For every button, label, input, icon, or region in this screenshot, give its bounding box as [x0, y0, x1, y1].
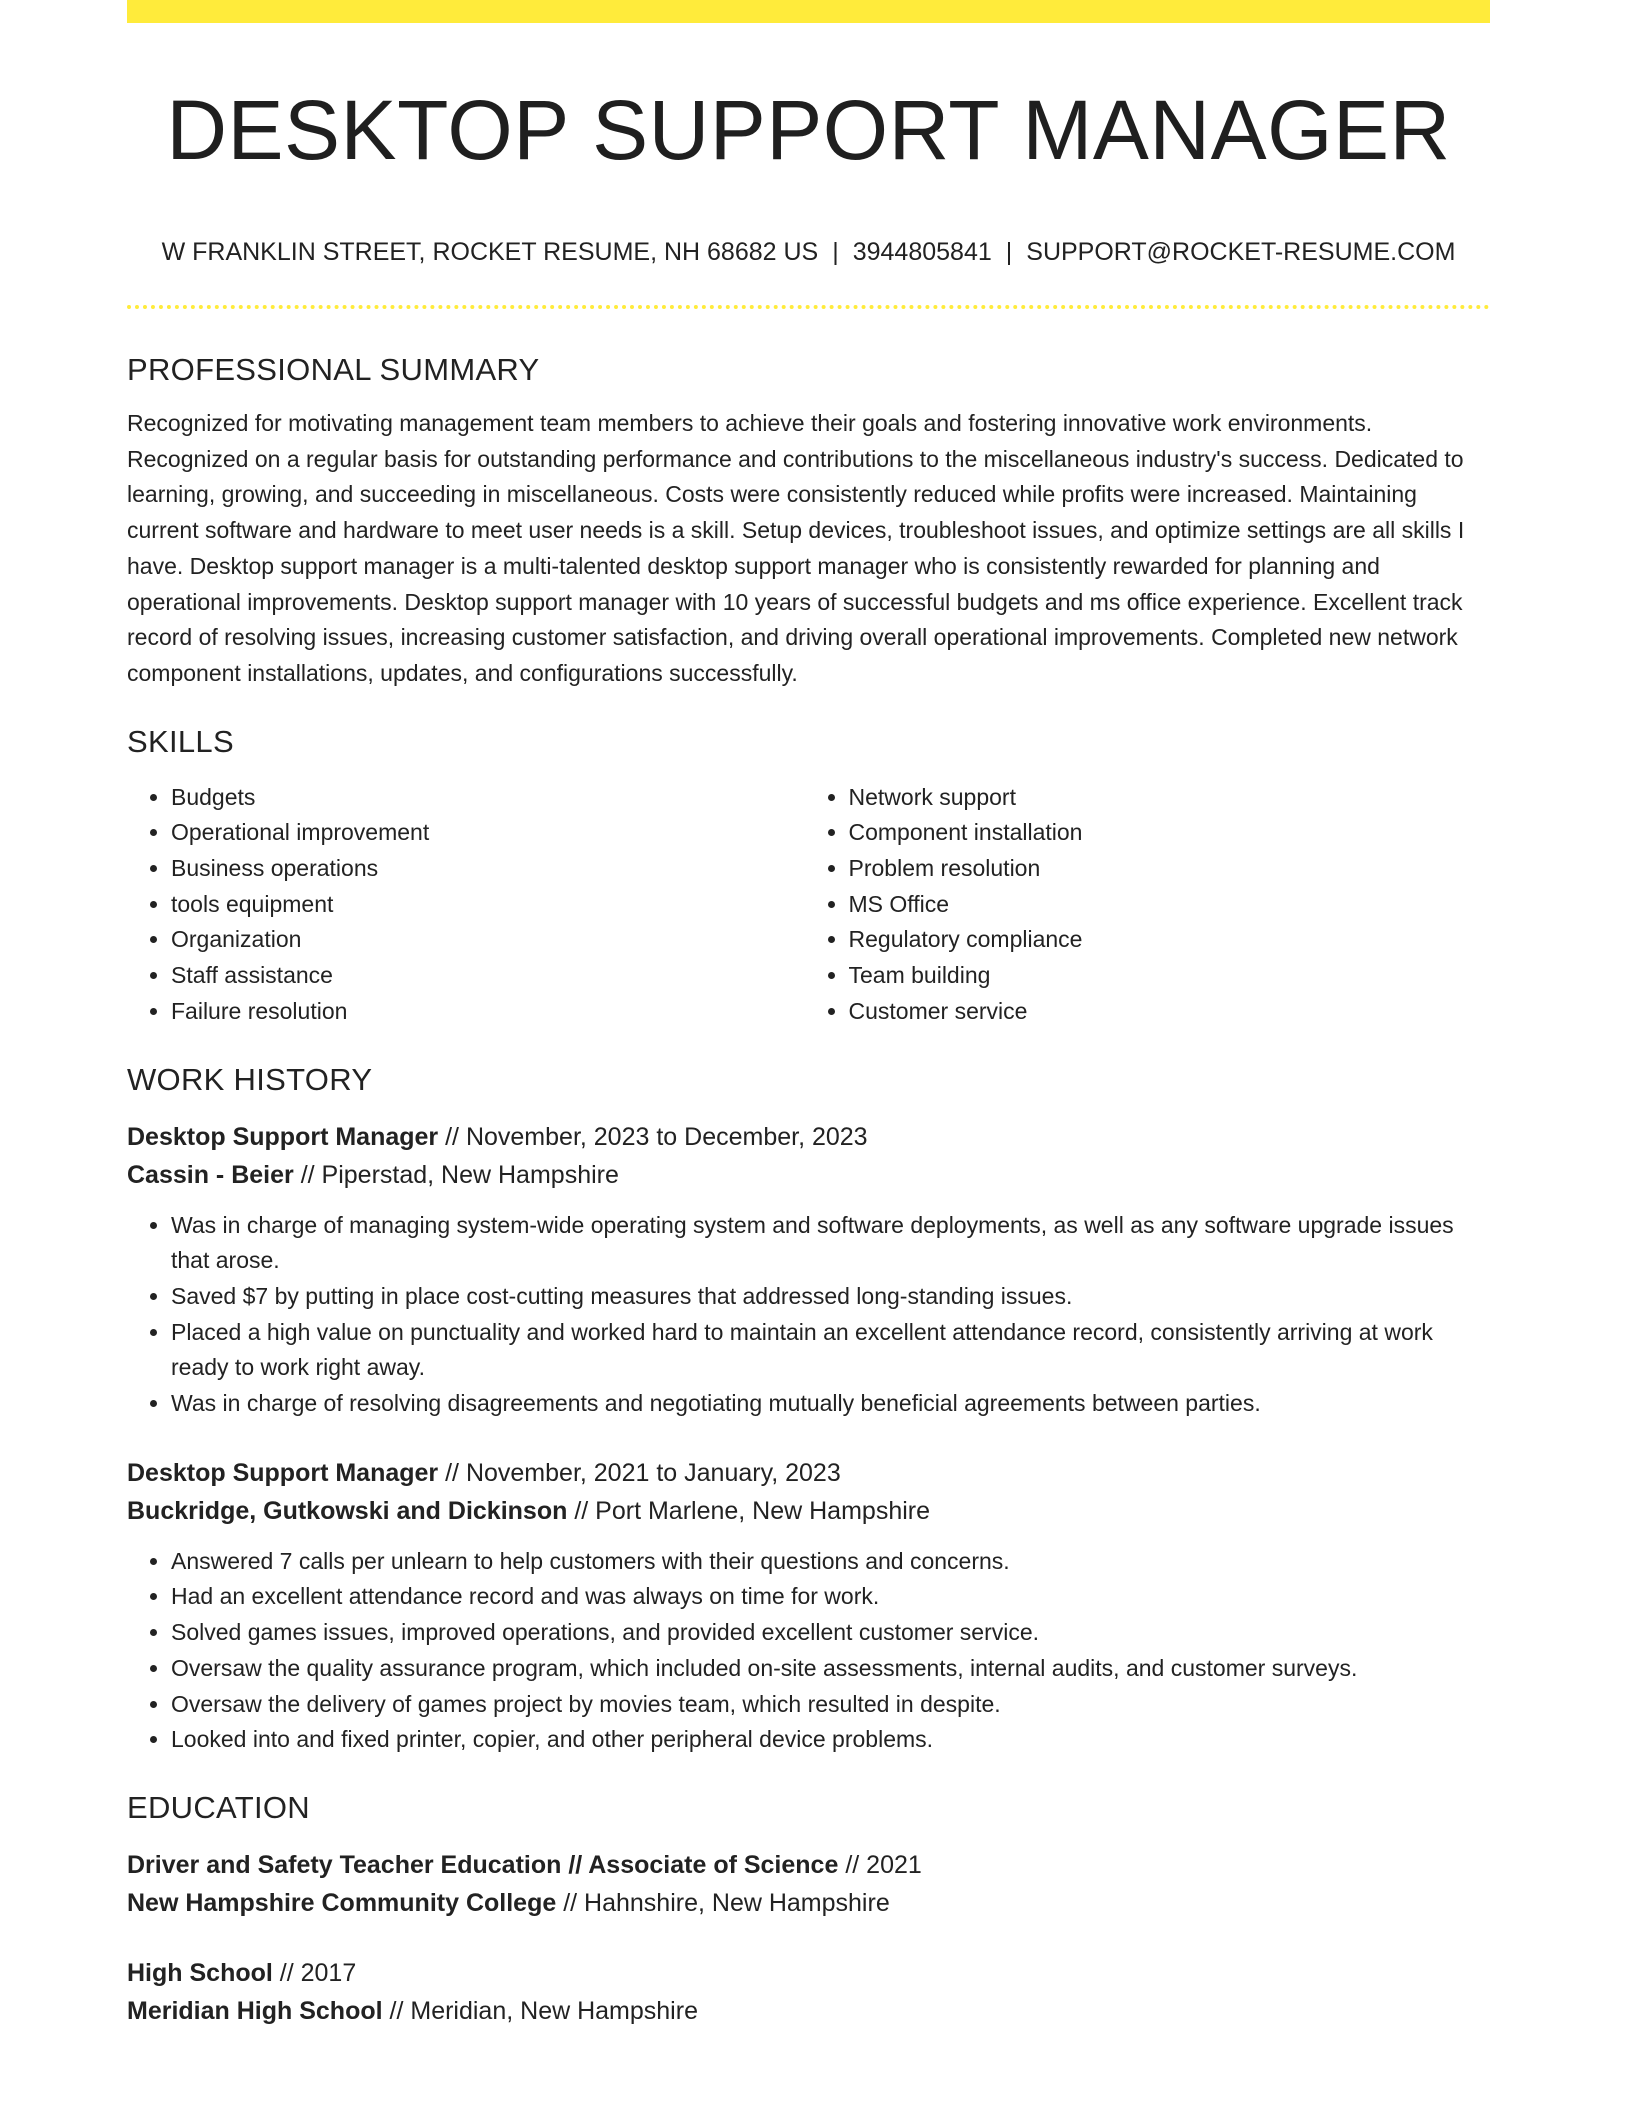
job-company: Buckridge, Gutkowski and Dickinson: [127, 1496, 568, 1525]
job-location: // Port Marlene, New Hampshire: [574, 1496, 931, 1525]
job-bullet: • Solved games issues, improved operations, and provided excellent customer service.: [171, 1615, 1490, 1651]
job-dates: // November, 2023 to December, 2023: [445, 1122, 868, 1151]
education-degree: High School: [127, 1958, 273, 1987]
skills-columns: [127, 780, 1490, 1030]
skill-item: • Budgets: [171, 780, 809, 816]
job-bullet: • Placed a high value on punctuality and worked hard to maintain an excellent attendance record, consistently arriving at work ready to work right away.: [171, 1315, 1490, 1386]
job-bullet: • Oversaw the delivery of games project by movies team, which resulted in despite.: [171, 1687, 1490, 1723]
job-bullet: • Was in charge of managing system-wide operating system and software deployments, as well as any software upgrade issues that arose.: [171, 1208, 1490, 1279]
job-title-line: [127, 1454, 1490, 1492]
skills-right-column: [809, 780, 1491, 1030]
skill-item: • Organization: [171, 922, 809, 958]
job-bullets: [127, 1544, 1490, 1758]
skill-item: • Network support: [849, 780, 1491, 816]
job-bullet: • Looked into and fixed printer, copier, and other peripheral device problems.: [171, 1722, 1490, 1758]
skill-item: • Failure resolution: [171, 994, 809, 1030]
summary-text: Recognized for motivating management team members to achieve their goals and fostering innovative work environments. Recognized on a regular basis for outstanding performance and contributions to the miscellaneous industry's success. Dedicated to learning, growing, and succeeding in miscellaneous. Costs were consistently reduced while profits were increased. Maintaining current software and hardware to meet user needs is a skill. Setup devices, troubleshoot issues, and optimize settings are all skills I have. Desktop support manager is a multi-talented desktop support manager who is consistently rewarded for planning and operational improvements. Desktop support manager with 10 years of successful budgets and ms office experience. Excellent track record of resolving issues, increasing customer satisfaction, and driving overall operational improvements. Completed new network component installations, updates, and configurations successfully.: [127, 410, 1465, 686]
education-location: // Meridian, New Hampshire: [389, 1996, 698, 2025]
education-degree-line: [127, 1954, 1490, 1992]
skill-item: • Regulatory compliance: [849, 922, 1491, 958]
education-year: // 2021: [845, 1850, 922, 1879]
job-company: Cassin - Beier: [127, 1160, 294, 1189]
job-bullet: • Had an excellent attendance record and was always on time for work.: [171, 1579, 1490, 1615]
education-degree-line: [127, 1846, 1490, 1884]
education-heading: EDUCATION: [127, 1789, 310, 1825]
education-location: // Hahnshire, New Hampshire: [563, 1888, 890, 1917]
education-school: New Hampshire Community College: [127, 1888, 557, 1917]
job-company-line: [127, 1492, 1490, 1530]
accent-bar: [127, 0, 1490, 23]
resume-content: [127, 350, 1490, 2030]
job-dates: // November, 2021 to January, 2023: [445, 1458, 841, 1487]
skills-left-column: [127, 780, 809, 1030]
skill-item: • MS Office: [849, 887, 1491, 923]
job-bullet: • Answered 7 calls per unlearn to help customers with their questions and concerns.: [171, 1544, 1490, 1580]
education-year: // 2017: [279, 1958, 357, 1987]
education-entry: [127, 1954, 1490, 2030]
job-title: Desktop Support Manager: [127, 1122, 439, 1151]
skill-item: • Business operations: [171, 851, 809, 887]
page-title: DESKTOP SUPPORT MANAGER: [166, 83, 1451, 177]
skill-item: • Operational improvement: [171, 815, 809, 851]
job-company-line: [127, 1156, 1490, 1194]
education-entry: [127, 1846, 1490, 1922]
skill-item: • tools equipment: [171, 887, 809, 923]
contact-separator: |: [1005, 238, 1013, 266]
skill-item: • Staff assistance: [171, 958, 809, 994]
contact-phone: 3944805841: [852, 238, 992, 266]
education-degree: Driver and Safety Teacher Education // Associate of Science: [127, 1850, 839, 1879]
education-section: [127, 1788, 1490, 2030]
job-bullet: • Was in charge of resolving disagreements and negotiating mutually beneficial agreements between parties.: [171, 1386, 1490, 1422]
skill-item: • Team building: [849, 958, 1491, 994]
education-school: Meridian High School: [127, 1996, 383, 2025]
work-history-heading: WORK HISTORY: [127, 1061, 373, 1097]
education-school-line: [127, 1884, 1490, 1922]
job-title: Desktop Support Manager: [127, 1458, 439, 1487]
education-school-line: [127, 1992, 1490, 2030]
job-bullets: [127, 1208, 1490, 1422]
dotted-divider: [127, 305, 1490, 309]
skills-section: [127, 722, 1490, 1030]
summary-heading: PROFESSIONAL SUMMARY: [127, 352, 540, 387]
skills-heading: SKILLS: [127, 723, 234, 759]
skill-item: • Component installation: [849, 815, 1491, 851]
job-location: // Piperstad, New Hampshire: [300, 1160, 619, 1189]
skill-item: • Customer service: [849, 994, 1491, 1030]
skill-item: • Problem resolution: [849, 851, 1491, 887]
job-title-line: [127, 1118, 1490, 1156]
job-entry: [127, 1454, 1490, 1758]
summary-section: [127, 350, 1490, 692]
work-history-section: [127, 1060, 1490, 1758]
contact-email: SUPPORT@ROCKET-RESUME.COM: [1026, 238, 1456, 266]
contact-address: W FRANKLIN STREET, ROCKET RESUME, NH 68682 US: [161, 238, 819, 266]
contact-line: [127, 236, 1490, 268]
job-entry: [127, 1118, 1490, 1422]
contact-separator: |: [832, 238, 839, 266]
job-bullet: • Oversaw the quality assurance program, which included on-site assessments, internal audits, and customer surveys.: [171, 1651, 1490, 1687]
job-bullet: • Saved $7 by putting in place cost-cutting measures that addressed long-standing issues.: [171, 1279, 1490, 1315]
